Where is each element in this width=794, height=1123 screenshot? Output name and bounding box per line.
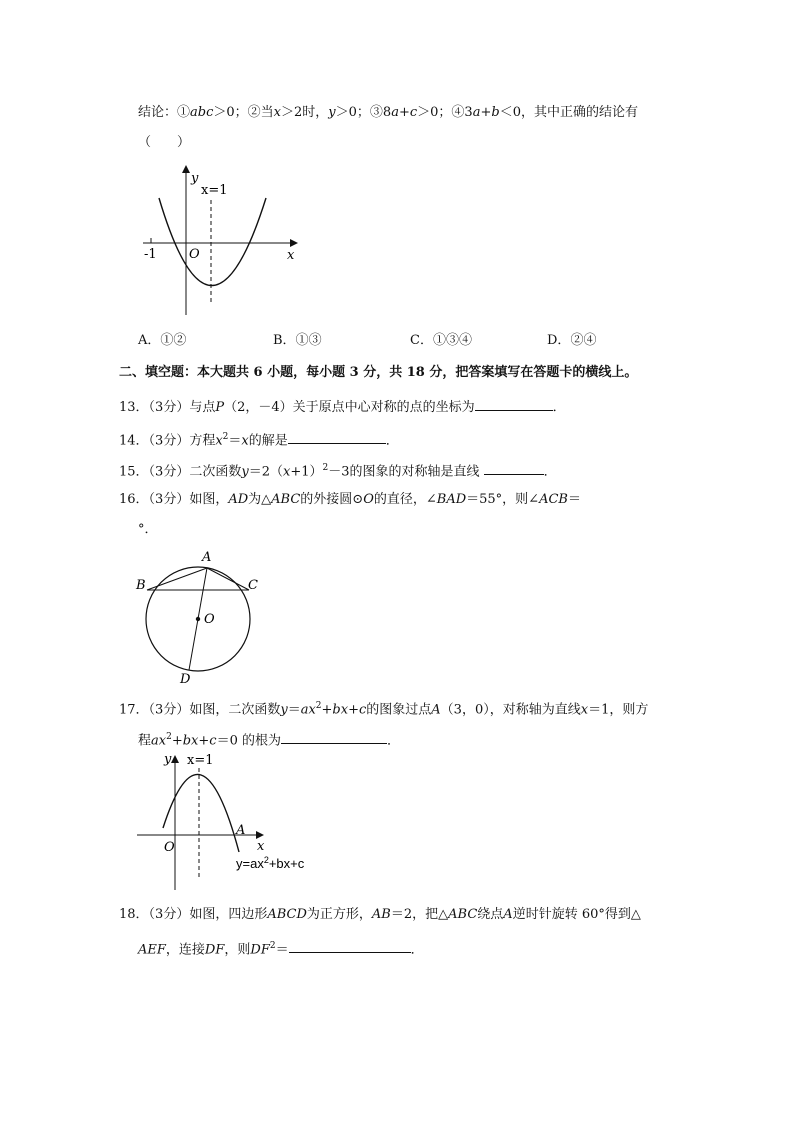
- q17-text: 的图象过点: [366, 702, 432, 718]
- q18-text: 为正方形，: [306, 907, 372, 922]
- y-label: y: [191, 171, 199, 186]
- symmetry-label: x=1: [201, 183, 228, 198]
- label-o: O: [204, 612, 215, 627]
- q12-text: a: [472, 105, 481, 120]
- answer-blank[interactable]: [289, 939, 411, 953]
- q17-line2: [138, 728, 400, 750]
- q15-text: 2: [322, 463, 329, 473]
- q18-text: AEF: [138, 942, 166, 958]
- q12-conclusion: [138, 104, 638, 122]
- q12-text: +: [398, 105, 410, 120]
- y-axis-arrow: [171, 755, 179, 763]
- q18-text: 2: [269, 941, 276, 951]
- q16-text: O: [363, 492, 374, 507]
- q16-text: ABC: [271, 492, 301, 507]
- q18-text: ABCD: [267, 907, 307, 922]
- q14: [119, 428, 399, 450]
- q17-text: y: [280, 702, 288, 718]
- answer-blank[interactable]: [288, 430, 386, 444]
- q14-text: x: [215, 433, 223, 449]
- q13: [119, 397, 566, 417]
- q18-line1: [119, 906, 641, 924]
- q16-line2: [138, 521, 158, 539]
- q15-text: －3的图象的对称轴是直线: [328, 464, 480, 480]
- answer-blank[interactable]: [484, 461, 544, 475]
- q16-text: °．: [138, 522, 158, 537]
- q16-text: ACB: [539, 492, 568, 507]
- option-letter: C．: [410, 333, 433, 348]
- q18-text: 逆时针旋转 60°得到△: [512, 907, 641, 922]
- q17-text: 2: [166, 732, 172, 742]
- q15: [119, 459, 557, 481]
- q17-text: 17．（3分）如图，二次函数: [119, 702, 281, 718]
- option-letter: B．: [273, 333, 296, 348]
- q16-text: BAD: [436, 492, 467, 507]
- q12-text: y: [328, 105, 336, 120]
- q16-text: AD: [228, 492, 249, 507]
- q16-text: 16．（3分）如图，: [119, 492, 229, 507]
- q13-text: P: [215, 400, 225, 415]
- q17-text: ax: [300, 702, 316, 718]
- q18-text: 绕点: [477, 907, 504, 922]
- symmetry-label: x=1: [187, 753, 214, 768]
- q12-text: ＜0，其中正确的结论有: [499, 105, 638, 120]
- option-text: ①②: [160, 333, 187, 348]
- q13-text: 13．（3分）与点: [119, 400, 216, 415]
- q12-text: c: [409, 105, 418, 120]
- q16-circle-figure: [133, 545, 273, 685]
- y-label: y: [164, 752, 172, 767]
- q17-parabola-figure: [133, 750, 313, 895]
- q17-line1: [119, 697, 648, 719]
- q14-text: 的解是: [248, 433, 288, 449]
- q17-text: ．: [386, 733, 400, 749]
- q17-text: ax: [151, 733, 167, 749]
- option-letter: D．: [547, 333, 571, 348]
- q18-text: 18．（3分）如图，四边形: [119, 907, 268, 922]
- q15-text: 15．（3分）二次函数: [119, 464, 242, 480]
- option-text: ②④: [570, 333, 597, 348]
- option-text: ①③: [295, 333, 322, 348]
- q17-text: 2: [315, 701, 322, 711]
- answer-blank[interactable]: [281, 730, 387, 744]
- q12-option-a: [138, 332, 186, 350]
- x-axis-arrow: [290, 239, 298, 247]
- q17-text: +bx+c: [321, 702, 367, 718]
- label-a: A: [202, 550, 212, 565]
- q13-text: （2，－4）关于原点中心对称的点的坐标为: [224, 400, 475, 415]
- q16-line1: [119, 491, 581, 509]
- neg-one-label: -1: [144, 247, 157, 262]
- q18-text: DF: [204, 942, 225, 958]
- q12-text: x: [273, 105, 281, 120]
- q12-answer-paren: （ ）: [138, 135, 191, 150]
- answer-blank[interactable]: [475, 397, 553, 411]
- q18-line2: [138, 937, 424, 959]
- parabola-curve: [159, 198, 266, 286]
- q18-text: DF: [250, 942, 270, 958]
- q17-text: 程: [138, 733, 152, 749]
- q12-parabola-figure: [135, 160, 305, 345]
- label-d: D: [180, 672, 191, 685]
- q12-text: abc: [190, 105, 214, 120]
- q17-text: A: [431, 702, 441, 718]
- q12-text: +: [480, 105, 492, 120]
- x-label: x: [287, 248, 295, 263]
- q17-text: ＝0 的根为: [216, 733, 281, 749]
- q12-option-d: [547, 332, 596, 350]
- q18-text: ，连接: [165, 942, 205, 958]
- x-axis-arrow: [256, 831, 264, 839]
- q12-text: ＞0；④3: [417, 105, 473, 120]
- q12-option-b: [273, 332, 322, 350]
- q17-text: （3，0），对称轴为直线: [440, 702, 581, 718]
- q16-text: ＝55°，则∠: [466, 492, 540, 507]
- q12-text: ＞2时，: [281, 105, 329, 120]
- q14-text: x: [241, 433, 249, 449]
- option-letter: A．: [138, 333, 161, 348]
- q18-text: ABC: [448, 907, 478, 922]
- q16-text: 为△: [248, 492, 272, 507]
- q15-text: y: [241, 464, 249, 480]
- option-text: ①③④: [432, 333, 472, 348]
- q17-text: x: [580, 702, 589, 718]
- center-dot: [196, 617, 200, 621]
- q16-text: 的直径，∠: [373, 492, 437, 507]
- q18-text: AB: [371, 907, 391, 922]
- label-b: B: [136, 578, 146, 593]
- q15-text: +1）: [290, 464, 323, 480]
- q15-text: ＝2（: [248, 464, 283, 480]
- q12-text: ＞0；③8: [335, 105, 392, 120]
- q15-text: x: [282, 464, 291, 480]
- origin-label: O: [189, 247, 200, 262]
- q18-text: A: [503, 907, 513, 922]
- q18-text: ＝: [275, 942, 289, 958]
- q18-text: ，则: [224, 942, 251, 958]
- q18-text: ．: [410, 942, 424, 958]
- q12-text: 结论：①: [138, 105, 191, 120]
- q12-option-c: [410, 332, 472, 350]
- q14-text: 14．（3分）方程: [119, 433, 216, 449]
- q15-text: ．: [543, 464, 557, 480]
- q14-text: 2: [222, 432, 229, 442]
- x-label: x: [257, 839, 265, 854]
- section-heading: 二、填空题：本大题共 6 小题，每小题 3 分，共 18 分，把答案填写在答题卡的横线上。: [119, 365, 638, 380]
- y-axis-arrow: [182, 165, 190, 173]
- q14-text: ．: [385, 433, 399, 449]
- origin-label: O: [164, 840, 175, 855]
- q14-text: ＝: [228, 433, 242, 449]
- q18-text: ＝2，把△: [390, 907, 449, 922]
- q12-text: a: [391, 105, 399, 120]
- segment-ac: [207, 568, 249, 590]
- q13-text: ．: [552, 400, 566, 415]
- label-c: C: [248, 578, 258, 593]
- q12-text: b: [491, 105, 500, 120]
- q17-text: ＝: [287, 702, 301, 718]
- q12-text: ＞0；②当: [213, 105, 274, 120]
- curve-label: $y=ax^2+bx+c$: [236, 855, 305, 871]
- q17-text: ＝1，则方: [588, 702, 649, 718]
- point-a-label: A: [236, 823, 246, 838]
- q17-text: +bx+c: [171, 733, 217, 749]
- q16-text: ＝: [567, 492, 581, 507]
- q16-text: 的外接圆⊙: [300, 492, 364, 507]
